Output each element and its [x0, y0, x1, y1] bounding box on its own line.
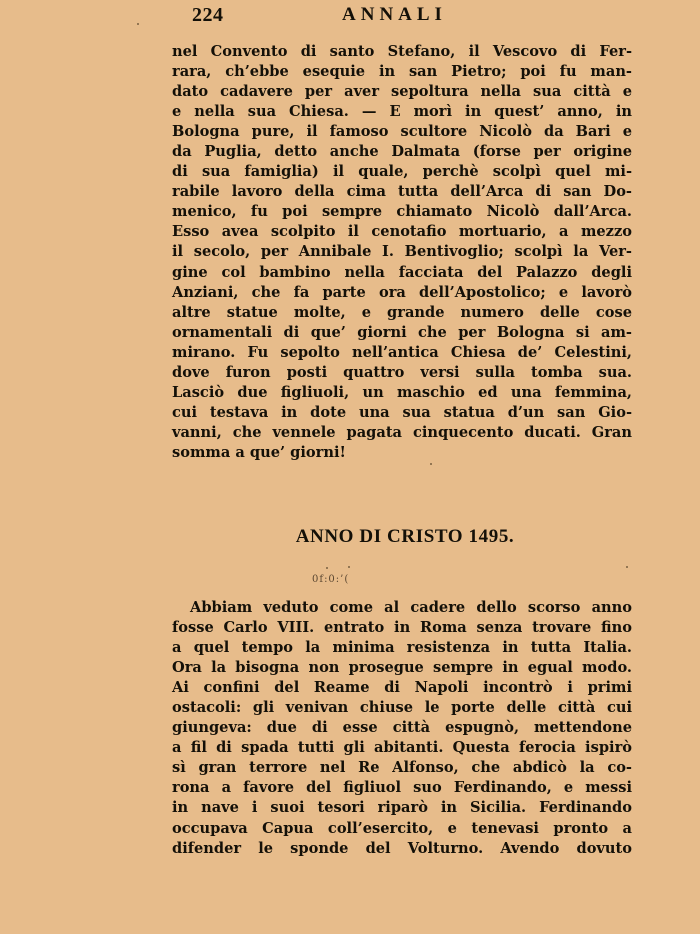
text-line: menico, fu poi sempre chiamato Nicolò dall’Arca.	[172, 203, 632, 221]
running-title: ANNALI	[342, 4, 447, 25]
text-line: da Puglia, detto anche Dalmata (forse per origine	[172, 143, 632, 161]
text-line: rara, ch’ebbe esequie in san Pietro; poi fu man-	[172, 63, 632, 81]
text-line: dove furon posti quattro versi sulla tomba sua.	[172, 363, 632, 381]
text-line: Anziani, che fa parte ora dell’Apostolico; e lavorò	[172, 283, 632, 301]
text-line: vanni, che vennele pagata cinquecento ducati. Gran	[172, 423, 632, 441]
text-line: gine col bambino nella facciata del Palazzo degli	[172, 263, 632, 281]
paragraph-new	[172, 598, 632, 859]
text-line: difender le sponde del Volturno. Avendo dovuto	[172, 839, 632, 857]
text-line: in nave i suoi tesori riparò in Sicilia. Ferdinando	[172, 799, 632, 817]
text-line: Ai confini del Reame di Napoli incontrò i primi	[172, 679, 632, 697]
text-line: fosse Carlo VIII. entrato in Roma senza trovare fino	[172, 619, 632, 637]
text-line: mirano. Fu sepolto nell’antica Chiesa de’ Celestini,	[172, 343, 632, 361]
text-line: dato cadavere per aver sepoltura nella sua città e	[172, 83, 632, 101]
paper-speck	[137, 23, 139, 25]
text-line: giungeva: due di esse città espugnò, mettendone	[172, 719, 632, 737]
text-line: rona a favore del figliuol suo Ferdinando, e messi	[172, 779, 632, 797]
paper-speck	[626, 566, 628, 568]
text-line: di sua famiglia) il quale, perchè scolpì quel mi-	[172, 163, 632, 181]
text-line: cui testava in dote una sua statua d’un san Gio-	[172, 403, 632, 421]
paper-speck	[348, 566, 350, 568]
page-number: 224	[192, 4, 224, 26]
text-line: a fil di spada tutti gli abitanti. Questa ferocia ispirò	[172, 739, 632, 757]
section-heading: ANNO DI CRISTO 1495.	[295, 526, 515, 547]
running-head	[0, 4, 700, 30]
text-line: Lasciò due figliuoli, un maschio ed una femmina,	[172, 383, 632, 401]
text-line: Esso avea scolpito il cenotafio mortuario, a mezzo	[172, 223, 632, 241]
text-line: il secolo, per Annibale I. Bentivoglio; scolpì la Ver-	[172, 243, 632, 261]
text-line: a quel tempo la minima resistenza in tutta Italia.	[172, 639, 632, 657]
text-line: somma a que’ giorni!	[172, 443, 346, 461]
ornament-mark: 0f:0:’(	[312, 574, 350, 585]
text-line: e nella sua Chiesa. — E morì in quest’ anno, in	[172, 103, 632, 121]
paper-speck	[326, 567, 328, 569]
text-line: occupava Capua coll’esercito, e tenevasi pronto a	[172, 819, 632, 837]
text-line: altre statue molte, e grande numero delle cose	[172, 303, 632, 321]
text-line: sì gran terrore nel Re Alfonso, che abdicò la co-	[172, 759, 632, 777]
text-line: Bologna pure, il famoso scultore Nicolò da Bari e	[172, 123, 632, 141]
text-line: Abbiam veduto come al cadere dello scorso anno	[190, 599, 632, 616]
text-line: rabile lavoro della cima tutta dell’Arca di san Do-	[172, 183, 632, 201]
text-line: ostacoli: gli venivan chiuse le porte delle città cui	[172, 699, 632, 717]
text-line: Ora la bisogna non prosegue sempre in egual modo.	[172, 659, 632, 677]
paper-speck	[430, 463, 432, 465]
text-line: ornamentali di que’ giorni che per Bologna si am-	[172, 323, 632, 341]
paragraph-continued	[172, 42, 632, 463]
text-line: nel Convento di santo Stefano, il Vescovo di Fer-	[172, 43, 632, 60]
